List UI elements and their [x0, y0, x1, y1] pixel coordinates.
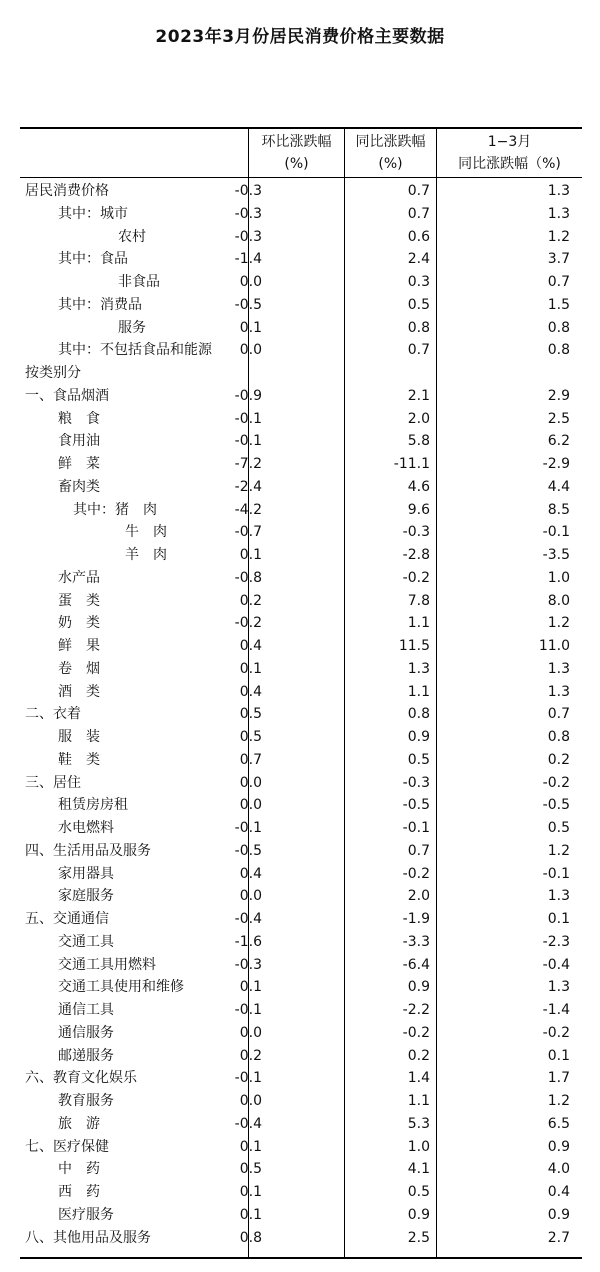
table-row	[20, 612, 582, 635]
ytd-value: 1.3	[547, 660, 570, 677]
table-row	[20, 703, 582, 726]
yoy-value: -6.4	[402, 956, 430, 973]
ytd-value: 6.5	[547, 1115, 570, 1132]
row-label: 家用器具	[58, 865, 114, 882]
yoy-value: 1.1	[407, 1093, 430, 1109]
mom-value: 0.2	[239, 592, 262, 609]
yoy-value: 0.9	[407, 729, 430, 745]
ytd-value: 0.2	[547, 751, 570, 768]
ytd-value: 0.9	[547, 1138, 570, 1155]
header-yoy-line1: 同比涨跌幅	[355, 134, 426, 150]
row-label: 其中：城市	[58, 205, 128, 222]
mom-value: 0.0	[239, 1024, 262, 1041]
mom-value: -0.8	[234, 569, 262, 586]
row-label: 服务	[118, 319, 146, 336]
mom-value: -0.1	[234, 820, 262, 836]
table-row	[20, 408, 582, 431]
yoy-value: -0.3	[402, 774, 430, 791]
yoy-value: 0.6	[407, 228, 430, 245]
mom-value: -0.3	[234, 228, 262, 245]
mom-value: -0.1	[234, 433, 262, 450]
ytd-value: -2.9	[542, 456, 570, 472]
ytd-value: 0.8	[547, 729, 570, 745]
mom-value: -1.6	[234, 933, 262, 950]
yoy-value: 2.0	[407, 888, 430, 905]
yoy-value: 0.8	[407, 706, 430, 723]
mom-value: 0.1	[239, 1138, 262, 1155]
mom-value: -2.4	[234, 478, 262, 495]
row-label: 一、食品烟酒	[25, 387, 109, 404]
ytd-value: 1.5	[547, 296, 570, 313]
yoy-value: -0.2	[402, 1024, 430, 1041]
mom-value: -4.2	[234, 501, 262, 518]
mom-value: 0.8	[239, 1229, 262, 1246]
yoy-value: 0.8	[407, 319, 430, 336]
table-row	[20, 1181, 582, 1204]
mom-value: -0.3	[234, 205, 262, 222]
yoy-value: 0.5	[407, 1184, 430, 1200]
ytd-value: 1.3	[547, 205, 570, 222]
table-row	[20, 362, 582, 385]
row-label: 三、居住	[25, 774, 81, 791]
page-title: 2023年3月份居民消费价格主要数据	[155, 27, 445, 47]
mom-value: 0.2	[239, 1047, 262, 1064]
ytd-value: 1.3	[547, 888, 570, 905]
table-row	[20, 499, 582, 522]
mom-value: 0.1	[239, 547, 262, 563]
row-label: 酒 类	[58, 683, 100, 700]
table-top-rule	[20, 127, 582, 129]
row-label: 食用油	[58, 433, 100, 450]
yoy-value: 1.4	[407, 1070, 430, 1087]
yoy-value: 2.0	[407, 410, 430, 427]
mom-value: 0.5	[239, 706, 262, 723]
row-label: 粮 食	[58, 410, 100, 427]
row-label: 其中：食品	[58, 251, 128, 268]
ytd-value: 11.0	[538, 638, 570, 654]
table-row	[20, 339, 582, 362]
row-label: 租赁房房租	[58, 797, 128, 814]
ytd-value: 1.3	[547, 683, 570, 700]
ytd-value: -3.5	[542, 547, 570, 563]
row-label: 旅 游	[58, 1115, 100, 1132]
mom-value: 0.4	[239, 638, 262, 654]
mom-value: -0.4	[234, 911, 262, 927]
ytd-value: -0.2	[542, 1024, 570, 1041]
yoy-value: -0.2	[402, 569, 430, 586]
yoy-value: 0.5	[407, 296, 430, 313]
ytd-value: 4.0	[547, 1161, 570, 1178]
table-row	[20, 772, 582, 795]
ytd-value: 0.4	[547, 1184, 570, 1200]
yoy-value: -2.2	[402, 1002, 430, 1018]
header-ytd	[437, 131, 582, 175]
yoy-value: 5.3	[407, 1115, 430, 1132]
row-label: 水产品	[58, 569, 100, 586]
yoy-value: 0.7	[407, 205, 430, 222]
row-label: 鲜 菜	[58, 456, 100, 472]
mom-value: -0.1	[234, 1002, 262, 1018]
mom-value: -0.7	[234, 524, 262, 541]
ytd-value: -0.1	[542, 524, 570, 541]
yoy-value: 2.1	[407, 387, 430, 404]
table-row	[20, 385, 582, 408]
yoy-value: 0.7	[407, 342, 430, 359]
yoy-value: 0.9	[407, 979, 430, 996]
ytd-value: 1.2	[547, 1093, 570, 1109]
row-label: 四、生活用品及服务	[25, 842, 151, 859]
ytd-value: 0.8	[547, 319, 570, 336]
ytd-value: 1.0	[547, 569, 570, 586]
mom-value: -0.5	[234, 842, 262, 859]
yoy-value: 0.9	[407, 1206, 430, 1223]
table-row	[20, 749, 582, 772]
row-label: 医疗服务	[58, 1206, 114, 1223]
table-row	[20, 521, 582, 544]
table-row	[20, 1067, 582, 1090]
ytd-value: 0.1	[547, 911, 570, 927]
table-row	[20, 430, 582, 453]
mom-value: -0.5	[234, 296, 262, 313]
table-row	[20, 226, 582, 249]
table-row	[20, 635, 582, 658]
row-label: 交通工具使用和维修	[58, 979, 184, 996]
ytd-value: 0.8	[547, 342, 570, 359]
ytd-value: 0.7	[547, 706, 570, 723]
ytd-value: 1.2	[547, 615, 570, 632]
mom-value: 0.0	[239, 797, 262, 814]
mom-value: 0.5	[239, 729, 262, 745]
yoy-value: -2.8	[402, 547, 430, 563]
row-label: 中 药	[58, 1161, 100, 1178]
row-label: 通信服务	[58, 1024, 114, 1041]
table-row	[20, 863, 582, 886]
mom-value: -0.2	[234, 615, 262, 632]
table-row	[20, 567, 582, 590]
row-label: 按类别分	[25, 365, 81, 381]
mom-value: 0.0	[239, 342, 262, 359]
mom-value: -0.1	[234, 1070, 262, 1087]
mom-value: 0.7	[239, 751, 262, 768]
yoy-value: 0.5	[407, 751, 430, 768]
mom-value: 0.0	[239, 774, 262, 791]
yoy-value: 9.6	[407, 501, 430, 518]
row-label: 交通工具用燃料	[58, 956, 156, 973]
table-row	[20, 1090, 582, 1113]
mom-value: 0.4	[239, 865, 262, 882]
ytd-value: -0.1	[542, 865, 570, 882]
mom-value: -0.9	[234, 387, 262, 404]
ytd-value: -1.4	[542, 1002, 570, 1018]
table-row	[20, 908, 582, 931]
row-label: 西 药	[58, 1184, 100, 1200]
ytd-value: 1.3	[547, 979, 570, 996]
ytd-value: -0.4	[542, 956, 570, 973]
table-row	[20, 317, 582, 340]
yoy-value: -0.5	[402, 797, 430, 814]
yoy-value: 1.1	[407, 683, 430, 700]
row-label: 鞋 类	[58, 751, 100, 768]
header-yoy-line2: (%)	[378, 156, 403, 172]
row-label: 畜肉类	[58, 478, 100, 495]
row-label: 鲜 果	[58, 638, 100, 654]
table-row	[20, 954, 582, 977]
yoy-value: 11.5	[398, 638, 430, 654]
ytd-value: 8.0	[547, 592, 570, 609]
header-mom	[249, 131, 344, 175]
yoy-value: -0.2	[402, 865, 430, 882]
mom-value: -1.4	[234, 251, 262, 268]
ytd-value: 1.3	[547, 183, 570, 199]
yoy-value: -1.9	[402, 911, 430, 927]
ytd-value: -0.2	[542, 774, 570, 791]
mom-value: 0.1	[239, 1184, 262, 1200]
table-row	[20, 681, 582, 704]
row-label: 交通工具	[58, 933, 114, 950]
ytd-value: 6.2	[547, 433, 570, 450]
table-row	[20, 1204, 582, 1227]
row-label: 二、衣着	[25, 706, 81, 723]
header-ytd-line1: 1−3月	[487, 134, 532, 150]
table-row	[20, 294, 582, 317]
yoy-value: 1.3	[407, 660, 430, 677]
table-row	[20, 1158, 582, 1181]
table-row	[20, 476, 582, 499]
ytd-value: 2.5	[547, 410, 570, 427]
yoy-value: 0.7	[407, 842, 430, 859]
row-label: 六、教育文化娱乐	[25, 1070, 137, 1087]
table-row	[20, 726, 582, 749]
table-row	[20, 271, 582, 294]
row-label: 居民消费价格	[25, 183, 109, 199]
row-label: 七、医疗保健	[25, 1138, 109, 1155]
table-row	[20, 976, 582, 999]
table-row	[20, 1045, 582, 1068]
row-label: 教育服务	[58, 1093, 114, 1109]
row-label: 蛋 类	[58, 592, 100, 609]
row-label: 服 装	[58, 729, 100, 745]
table-row	[20, 248, 582, 271]
table-row	[20, 1022, 582, 1045]
yoy-value: 0.3	[407, 274, 430, 290]
mom-value: -0.3	[234, 956, 262, 973]
table-row	[20, 1113, 582, 1136]
table-row	[20, 1136, 582, 1159]
row-label: 八、其他用品及服务	[25, 1229, 151, 1246]
yoy-value: -3.3	[402, 933, 430, 950]
yoy-value: 1.1	[407, 615, 430, 632]
ytd-value: 0.5	[547, 820, 570, 836]
ytd-value: 0.7	[547, 274, 570, 290]
mom-value: 0.1	[239, 660, 262, 677]
table-row	[20, 885, 582, 908]
ytd-value: 3.7	[547, 251, 570, 268]
yoy-value: 7.8	[407, 592, 430, 609]
table-row	[20, 453, 582, 476]
mom-value: 0.1	[239, 1206, 262, 1223]
row-label: 卷 烟	[58, 660, 100, 677]
row-label: 其中：不包括食品和能源	[58, 342, 212, 359]
mom-value: 0.0	[239, 1093, 262, 1109]
ytd-value: 2.7	[547, 1229, 570, 1246]
mom-value: -7.2	[234, 456, 262, 472]
row-label: 其中：消费品	[58, 296, 142, 313]
row-label: 通信工具	[58, 1002, 114, 1018]
yoy-value: -0.1	[402, 820, 430, 836]
mom-value: 0.4	[239, 683, 262, 700]
yoy-value: -0.3	[402, 524, 430, 541]
header-yoy	[345, 131, 436, 175]
mom-value: 0.0	[239, 888, 262, 905]
ytd-value: 1.7	[547, 1070, 570, 1087]
mom-value: -0.1	[234, 410, 262, 427]
yoy-value: 2.5	[407, 1229, 430, 1246]
mom-value: 0.1	[239, 319, 262, 336]
mom-value: -0.4	[234, 1115, 262, 1132]
table-row	[20, 999, 582, 1022]
yoy-value: 4.1	[407, 1161, 430, 1178]
table-row	[20, 203, 582, 226]
row-label: 牛 肉	[125, 524, 167, 541]
row-label: 家庭服务	[58, 888, 114, 905]
yoy-value: 0.2	[407, 1047, 430, 1064]
mom-value: 0.0	[239, 274, 262, 290]
yoy-value: -11.1	[393, 456, 430, 472]
table-row	[20, 1227, 582, 1250]
yoy-value: 5.8	[407, 433, 430, 450]
row-label: 水电燃料	[58, 820, 114, 836]
mom-value: 0.1	[239, 979, 262, 996]
table-bottom-rule	[20, 1257, 582, 1259]
yoy-value: 1.0	[407, 1138, 430, 1155]
row-label: 其中：猪 肉	[73, 501, 157, 518]
table-row	[20, 544, 582, 567]
header-ytd-line2: 同比涨跌幅（%)	[458, 156, 561, 172]
ytd-value: 8.5	[547, 501, 570, 518]
ytd-value: 0.9	[547, 1206, 570, 1223]
ytd-value: 4.4	[547, 478, 570, 495]
ytd-value: 1.2	[547, 842, 570, 859]
mom-value: 0.5	[239, 1161, 262, 1178]
row-label: 非食品	[118, 274, 160, 290]
mom-value: -0.3	[234, 183, 262, 199]
row-label: 邮递服务	[58, 1047, 114, 1064]
table-row	[20, 590, 582, 613]
row-label: 奶 类	[58, 615, 100, 632]
header-mom-line2: (%)	[284, 156, 309, 172]
yoy-value: 4.6	[407, 478, 430, 495]
yoy-value: 0.7	[407, 183, 430, 199]
header-mom-line1: 环比涨跌幅	[261, 134, 332, 150]
table-row	[20, 794, 582, 817]
header-bottom-rule	[20, 177, 582, 178]
yoy-value: 2.4	[407, 251, 430, 268]
row-label: 农村	[118, 228, 146, 245]
ytd-value: 2.9	[547, 387, 570, 404]
ytd-value: 1.2	[547, 228, 570, 245]
row-label: 羊 肉	[125, 547, 167, 563]
table-row	[20, 840, 582, 863]
table-row	[20, 817, 582, 840]
row-label: 五、交通通信	[25, 911, 109, 927]
table-row	[20, 180, 582, 203]
ytd-value: 0.1	[547, 1047, 570, 1064]
table-row	[20, 931, 582, 954]
table-row	[20, 658, 582, 681]
ytd-value: -2.3	[542, 933, 570, 950]
ytd-value: -0.5	[542, 797, 570, 814]
